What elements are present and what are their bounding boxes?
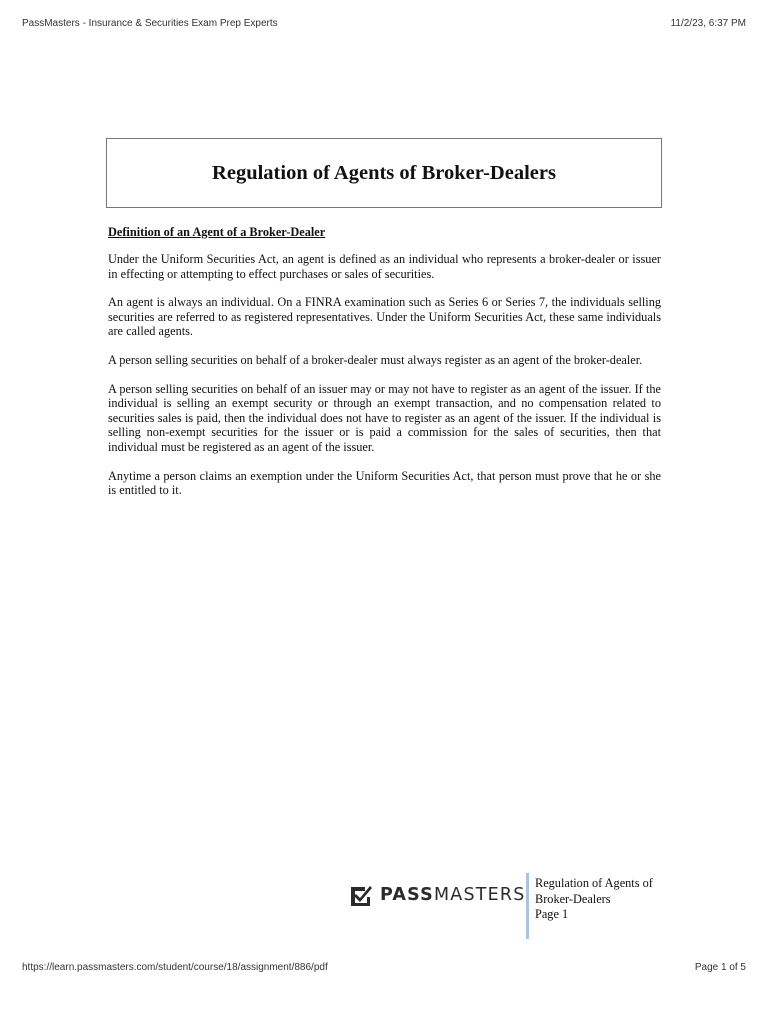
document-title: Regulation of Agents of Broker-Dealers bbox=[212, 161, 556, 184]
footer-page-number: Page 1 bbox=[535, 907, 569, 921]
paragraph: Under the Uniform Securities Act, an agent is defined as an individual who represents a broker-dealer or issuer in effecting or attempting to effect purchases or sales of securities. bbox=[108, 252, 661, 281]
footer-divider bbox=[526, 873, 529, 939]
print-header-datetime: 11/2/23, 6:37 PM bbox=[670, 18, 746, 29]
footer-caption-line: Broker-Dealers bbox=[535, 891, 611, 906]
logo-wordmark bbox=[380, 885, 526, 905]
print-footer bbox=[22, 962, 746, 976]
paragraph: Anytime a person claims an exemption under the Uniform Securities Act, that person must prove that he or she is entitled to it. bbox=[108, 468, 661, 498]
document-title-box bbox=[106, 138, 662, 208]
paragraph: A person selling securities on behalf of an issuer may or may not have to register as an agent of the issuer. If the individual is selling an exempt security or through an exempt transaction, and no compensation related to securities sales is paid, then the individual does not have to register as an agent of the issuer. If the individual is selling non-exempt securities for the issuer or is paid a commission for the sales of securities, then that individual must be registered as an agent of the issuer. bbox=[108, 381, 661, 454]
section-heading: Definition of an Agent of a Broker-Dealer bbox=[108, 225, 326, 239]
print-header bbox=[22, 18, 746, 32]
logo-wordmark-light: MASTERS bbox=[434, 885, 526, 905]
print-footer-url: https://learn.passmasters.com/student/course/18/assignment/886/pdf bbox=[22, 962, 328, 973]
document-body bbox=[108, 225, 661, 512]
print-header-title: PassMasters - Insurance & Securities Exam Prep Experts bbox=[22, 18, 278, 29]
paragraph: A person selling securities on behalf of a broker-dealer must always register as an agent of the broker-dealer. bbox=[108, 352, 643, 367]
checkbox-check-icon bbox=[348, 883, 372, 907]
footer-caption-line: Regulation of Agents of bbox=[535, 876, 653, 890]
paragraph: An agent is always an individual. On a FINRA examination such as Series 6 or Series 7, the individuals selling securities are referred to as registered representatives. Under the Uniform Securities Act, these same individuals are called agents. bbox=[108, 295, 661, 339]
logo-wordmark-bold: PASS bbox=[380, 885, 434, 905]
passmasters-logo bbox=[348, 882, 526, 908]
print-footer-page-indicator: Page 1 of 5 bbox=[694, 962, 746, 973]
footer-caption bbox=[535, 876, 653, 923]
